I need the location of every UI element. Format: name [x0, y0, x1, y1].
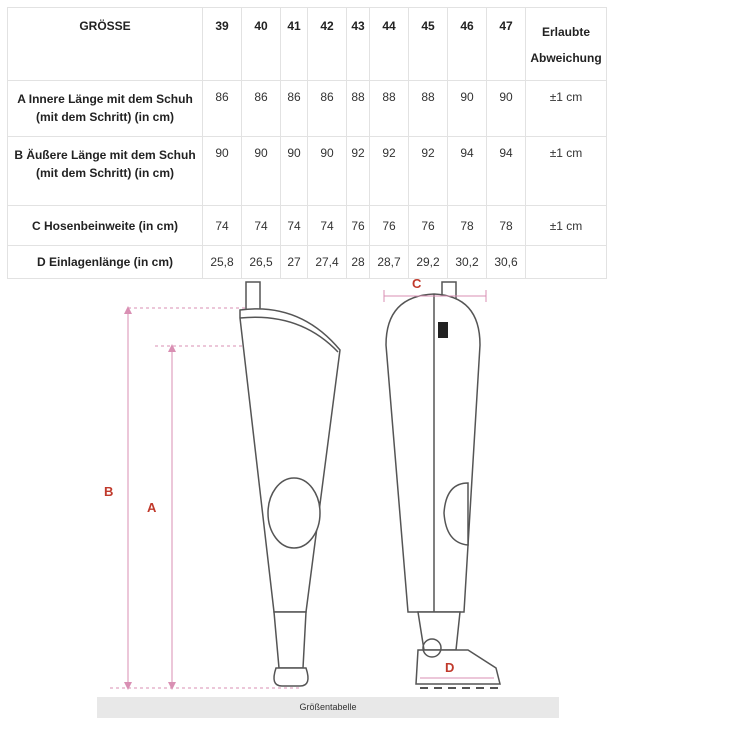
label-d: D: [445, 660, 455, 675]
table-cell: 90: [448, 81, 487, 137]
row-label: C Hosenbeinweite (in cm): [8, 206, 203, 246]
table-row: [8, 137, 607, 206]
table-cell: 25,8: [203, 246, 242, 279]
wader-figure: [0, 275, 750, 695]
size-42-header: 42: [308, 8, 347, 81]
table-cell: 92: [409, 137, 448, 206]
wader-front-view: [386, 282, 500, 684]
size-46-header: 46: [448, 8, 487, 81]
table-cell: 90: [487, 81, 526, 137]
dimension-arrows: [124, 306, 176, 690]
brand-tag: [438, 322, 448, 338]
label-a: A: [147, 500, 157, 515]
deviation-cell: [526, 246, 607, 279]
front-leg: [386, 294, 480, 612]
arrow-a-top: [168, 344, 176, 352]
side-leg: [240, 309, 340, 612]
table-cell: 86: [308, 81, 347, 137]
deviation-header: [526, 8, 607, 81]
label-c: C: [412, 276, 422, 291]
row-label: A Innere Länge mit dem Schuh (mit dem Schritt) (in cm): [8, 81, 203, 137]
size-45-header: 45: [409, 8, 448, 81]
size-39-header: 39: [203, 8, 242, 81]
table-cell: 30,6: [487, 246, 526, 279]
side-boot: [274, 668, 308, 686]
front-boot: [416, 650, 500, 684]
size-47-header: 47: [487, 8, 526, 81]
table-cell: 94: [448, 137, 487, 206]
table-cell: 74: [203, 206, 242, 246]
deviation-cell: ±1 cm: [526, 81, 607, 137]
table-cell: 86: [242, 81, 281, 137]
table-cell: 88: [370, 81, 409, 137]
table-cell: 76: [370, 206, 409, 246]
table-header-row: [8, 8, 607, 81]
arrow-b-top: [124, 306, 132, 314]
side-strap: [246, 282, 260, 310]
table-cell: 74: [281, 206, 308, 246]
deviation-header-line1: Erlaubte: [541, 25, 590, 39]
table-cell: 86: [281, 81, 308, 137]
side-ankle: [274, 612, 306, 668]
table-cell: 78: [487, 206, 526, 246]
row-label: B Äußere Länge mit dem Schuh (mit dem Schritt) (in cm): [8, 137, 203, 206]
table-cell: 90: [203, 137, 242, 206]
side-knee-patch: [268, 478, 320, 548]
label-b: B: [104, 484, 114, 499]
arrow-a-bottom: [168, 682, 176, 690]
size-41-header: 41: [281, 8, 308, 81]
table-row: [8, 81, 607, 137]
table-cell: 74: [242, 206, 281, 246]
table-row: [8, 206, 607, 246]
deviation-header-line2: Abweichung: [530, 51, 602, 65]
table-cell: 26,5: [242, 246, 281, 279]
table-cell: 86: [203, 81, 242, 137]
table-cell: 94: [487, 137, 526, 206]
table-cell: 30,2: [448, 246, 487, 279]
deviation-cell: ±1 cm: [526, 206, 607, 246]
table-cell: 29,2: [409, 246, 448, 279]
table-cell: 90: [281, 137, 308, 206]
figure-caption-text: Größentabelle: [299, 702, 357, 712]
table-cell: 78: [448, 206, 487, 246]
table-cell: 28: [347, 246, 370, 279]
size-43-header: 43: [347, 8, 370, 81]
table-cell: 88: [409, 81, 448, 137]
arrow-b-bottom: [124, 682, 132, 690]
table-cell: 92: [347, 137, 370, 206]
table-cell: 27,4: [308, 246, 347, 279]
table-cell: 76: [347, 206, 370, 246]
row-label: D Einlagenlänge (in cm): [8, 246, 203, 279]
table-cell: 90: [242, 137, 281, 206]
size-40-header: 40: [242, 8, 281, 81]
size-table: [7, 7, 607, 279]
table-cell: 88: [347, 81, 370, 137]
table-cell: 27: [281, 246, 308, 279]
figure-caption: [97, 697, 559, 718]
table-cell: 92: [370, 137, 409, 206]
size-44-header: 44: [370, 8, 409, 81]
deviation-cell: ±1 cm: [526, 137, 607, 206]
table-cell: 74: [308, 206, 347, 246]
size-header: GRÖSSE: [8, 8, 203, 81]
table-cell: 90: [308, 137, 347, 206]
table-cell: 28,7: [370, 246, 409, 279]
wader-side-view: [240, 282, 340, 686]
table-cell: 76: [409, 206, 448, 246]
table-row: [8, 246, 607, 279]
